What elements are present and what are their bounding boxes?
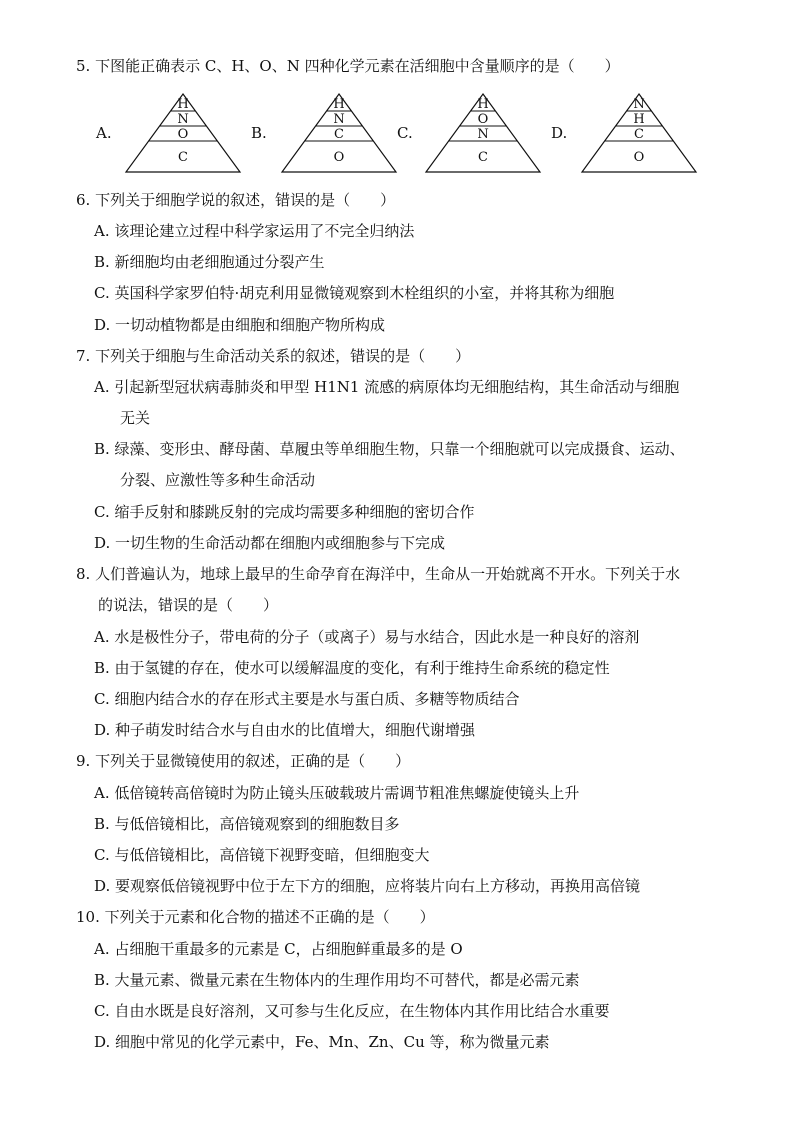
q5-option-b-label: B. <box>251 124 267 142</box>
q5-b-layer-4: O <box>333 150 345 165</box>
q5-d-layer-4: O <box>633 150 645 165</box>
question-7-stem: 7. 下列关于细胞与生命活动关系的叙述，错误的是（ ） <box>76 347 471 365</box>
q7-option-c: C. 缩手反射和膝跳反射的完成均需要多种细胞的密切合作 <box>94 503 475 521</box>
q9-option-a: A. 低倍镜转高倍镜时为防止镜头压破载玻片需调节粗准焦螺旋使镜头上升 <box>94 784 580 802</box>
q5-a-layer-3: O <box>177 127 189 142</box>
q9-option-d: D. 要观察低倍镜视野中位于左下方的细胞，应将装片向右上方移动，再换用高倍镜 <box>94 877 641 895</box>
q10-option-d: D. 细胞中常见的化学元素中，Fe、Mn、Zn、Cu 等，称为微量元素 <box>94 1033 550 1051</box>
q6-option-d: D. 一切动植物都是由细胞和细胞产物所构成 <box>94 316 386 334</box>
q5-pyramid-d <box>580 92 698 174</box>
q5-a-layer-1: H <box>177 97 189 112</box>
q10-option-c: C. 自由水既是良好溶剂，又可参与生化反应，在生物体内其作用比结合水重要 <box>94 1002 610 1020</box>
q5-c-layer-4: C <box>478 150 488 165</box>
q6-option-c: C. 英国科学家罗伯特·胡克利用显微镜观察到木栓组织的小室，并将其称为细胞 <box>94 284 615 302</box>
question-10-stem: 10. 下列关于元素和化合物的描述不正确的是（ ） <box>76 908 435 926</box>
q7-option-a-line2: 无关 <box>120 409 151 427</box>
q8-option-c: C. 细胞内结合水的存在形式主要是水与蛋白质、多糖等物质结合 <box>94 690 520 708</box>
q7-option-b-line1: B. 绿藻、变形虫、酵母菌、草履虫等单细胞生物，只靠一个细胞就可以完成摄食、运动、 <box>94 440 685 458</box>
q5-d-layer-1: N <box>633 97 645 112</box>
q10-option-b: B. 大量元素、微量元素在生物体内的生理作用均不可替代，都是必需元素 <box>94 971 580 989</box>
q7-option-a-line1: A. 引起新型冠状病毒肺炎和甲型 H1N1 流感的病原体均无细胞结构，其生命活动与细胞 <box>94 378 680 396</box>
q9-option-c: C. 与低倍镜相比，高倍镜下视野变暗，但细胞变大 <box>94 846 430 864</box>
q5-d-layer-2: H <box>633 112 645 127</box>
q5-pyramid-b <box>280 92 398 174</box>
q5-pyramid-c <box>424 92 542 174</box>
q8-option-a: A. 水是极性分子，带电荷的分子（或离子）易与水结合，因此水是一种良好的溶剂 <box>94 628 640 646</box>
question-5-stem: 5. 下图能正确表示 C、H、O、N 四种化学元素在活细胞中含量顺序的是（ ） <box>76 57 620 75</box>
q5-d-layer-3: C <box>634 127 644 142</box>
q5-option-c-label: C. <box>397 124 413 142</box>
q5-a-layer-4: C <box>178 150 188 165</box>
q7-option-d: D. 一切生物的生命活动都在细胞内或细胞参与下完成 <box>94 534 446 552</box>
q5-c-layer-2: O <box>477 112 489 127</box>
q5-a-layer-2: N <box>177 112 189 127</box>
q9-option-b: B. 与低倍镜相比，高倍镜观察到的细胞数目多 <box>94 815 400 833</box>
q5-pyramid-a <box>124 92 242 174</box>
q8-option-d: D. 种子萌发时结合水与自由水的比值增大，细胞代谢增强 <box>94 721 476 739</box>
question-8-stem-line1: 8. 人们普遍认为，地球上最早的生命孕育在海洋中，生命从一开始就离不开水。下列关于水 <box>76 565 681 583</box>
question-8-stem-line2: 的说法，错误的是（ ） <box>98 596 279 614</box>
q7-option-b-line2: 分裂、应激性等多种生命活动 <box>120 471 316 489</box>
q5-c-layer-1: H <box>477 97 489 112</box>
q8-option-b: B. 由于氢键的存在，使水可以缓解温度的变化，有利于维持生命系统的稳定性 <box>94 659 610 677</box>
question-9-stem: 9. 下列关于显微镜使用的叙述，正确的是（ ） <box>76 752 411 770</box>
q5-option-d-label: D. <box>551 124 568 142</box>
q10-option-a: A. 占细胞干重最多的元素是 C，占细胞鲜重最多的是 O <box>94 940 463 958</box>
q5-option-a-label: A. <box>96 124 112 142</box>
q5-b-layer-1: H <box>333 97 345 112</box>
question-6-stem: 6. 下列关于细胞学说的叙述，错误的是（ ） <box>76 191 396 209</box>
q5-b-layer-2: N <box>333 112 345 127</box>
q5-b-layer-3: C <box>334 127 344 142</box>
q6-option-b: B. 新细胞均由老细胞通过分裂产生 <box>94 253 325 271</box>
q6-option-a: A. 该理论建立过程中科学家运用了不完全归纳法 <box>94 222 415 240</box>
q5-c-layer-3: N <box>477 127 489 142</box>
